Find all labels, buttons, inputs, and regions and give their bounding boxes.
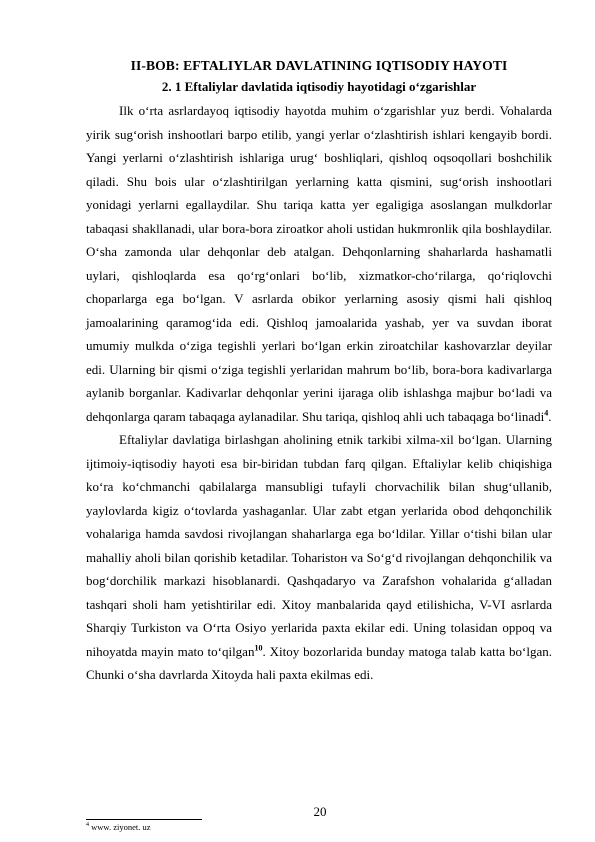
body-text	[86, 99, 552, 687]
footnote-reference[interactable]: 4	[544, 408, 549, 418]
footnote-reference[interactable]: 10	[254, 643, 263, 653]
paragraph-2-text-end: . Xitoy bozorlarida bunday matoga talab katta bo‘lgan. Chunki o‘sha davrlarda Xitoyda hali paxta ekilmas edi.	[86, 643, 553, 682]
paragraph-1-end: .	[548, 408, 552, 424]
paragraph	[86, 99, 552, 428]
paragraph	[86, 428, 552, 687]
paragraph-1-text: Ilk o‘rta asrlardayoq iqtisodiy hayotda muhim o‘zgarishlar yuz berdi. Vohalarda yirik sug‘orish inshootlari barpo etilib, yangi yerlar o‘zlashtirish ishlari kengayib bordi. Yangi yerlarni o‘zlashtirish ishlariga urug‘ boshliqlari, qishloq oqsoqollari boshchilik qiladi. Shu bois ular o‘zlashtirilgan yerlarning katta qismini, sug‘orish inshootlari yonidagi yerlarni egallaydilar. Shu tariqa katta yer egaligiga asoslangan mulkdorlar tabaqasi shakllanadi, ular bora-bora ziroatkor aholi ustidan hukmronlik qila boshlaydilar. O‘sha zamonda ular dehqonlar deb atalgan. Dehqonlarning shaharlarda hashamatli uylari, qishloqlarda esa qo‘rg‘onlari bo‘lib, xizmatkor-cho‘rilarga, qo‘riqlovchi choparlarga ega bo‘lgan. V asrlarda obikor yerlarning asosiy qismi hali qishloq jamoalarining qaramog‘ida edi. Qishloq jamoalarida yashab, yer va suvdan iborat umumiy mulkda o‘ziga tegishli yerlari bo‘lgan erkin ziroatchilar kashovarzlar deyilar edi. Ularning bir qismi o‘ziga tegishli yerlaridan mahrum bo‘lib, bora-bora kadivarlarga aylanib borganlar. Kadivarlar dehqonlar yerini ijaraga olib ishlashga majbur bo‘ladi va dehqonlarga qaram tabaqaga aylanadilar. Shu tariqa, qishloq ahli uch tabaqaga bo‘linadi	[86, 103, 552, 424]
footnote-text: www. ziyonet. uz	[91, 822, 151, 832]
section-title: 2. 1 Eftaliylar davlatida iqtisodiy hayotidagi o‘zgarishlar	[161, 79, 477, 94]
page-number: 20	[313, 804, 327, 819]
paragraph-2-text: Eftaliylar davlatiga birlashgan aholining etnik tarkibi xilma-xil bo‘lgan. Ularning ijtimoiy-iqtisodiy hayoti esa bir-biridan tubdan farq qilgan. Eftaliylar kelib chiqishiga ko‘ra ko‘chmanchi qabilalarga mansubligi tufayli chorvachilik bilan shug‘ullanib, yaylovlarda kigiz o‘tovlarda yashaganlar. Ular zabt etgan yerlarida obod dehqonchilik vohalariga hamda savdosi rivojlangan shaharlarga ega bo‘ldilar. Yillar o‘tishi bilan ular mahalliy aholi bilan qorishib ketadilar. Toharistoн va So‘g‘d rivojlangan dehqonchilik va bog‘dorchilik markazi hisoblanardi. Qashqadaryo va Zarafshon vohalarida g‘alladan tashqari sholi ham yetishtirilar edi. Xitoy manbalarida qayd etilishicha, V-VI asrlarda Sharqiy Turkiston va O‘rta Osiyo yerlarida paxta ekilar edi. Uning tolasidan oppoq va nihoyatda mayin mato to‘qilgan	[86, 432, 552, 659]
footnote	[86, 822, 151, 832]
footnote-number: 4	[86, 822, 89, 829]
chapter-title: II-BOB: EFTALIYLAR DAVLATINING IQTISODIY HAYOTI	[130, 58, 508, 73]
